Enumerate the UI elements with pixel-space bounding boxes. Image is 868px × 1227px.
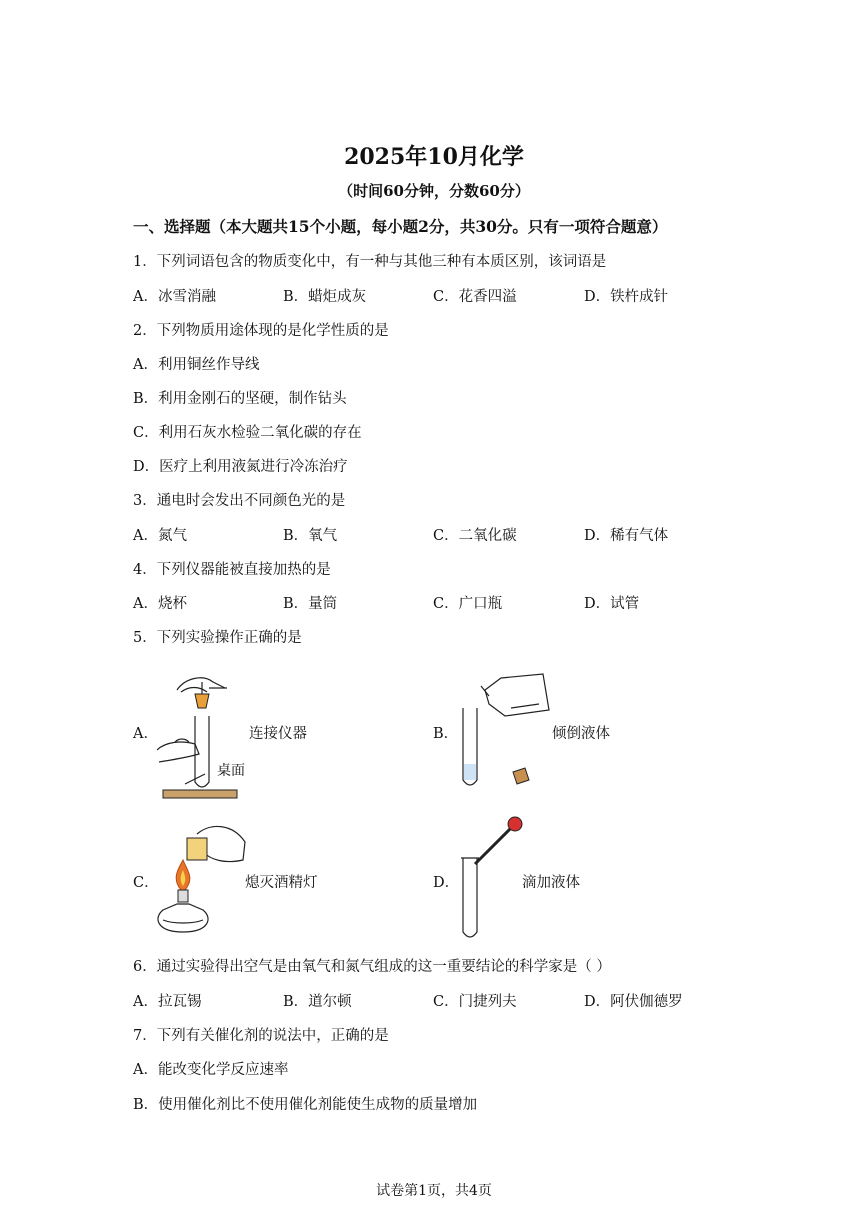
question-2-option-d: D．医疗上利用液氮进行冷冻治疗 (133, 459, 348, 475)
question-5-option-c-caption: 熄灭酒精灯 (245, 875, 318, 891)
question-3-option-a: A．氮气 (133, 528, 187, 544)
question-2-option-b: B．利用金刚石的坚硬，制作钻头 (133, 391, 347, 407)
question-3-option-c: C．二氧化碳 (433, 528, 517, 544)
question-3-option-d: D．稀有气体 (584, 528, 669, 544)
question-2-option-a: A．利用铜丝作导线 (133, 357, 260, 373)
question-4-option-c: C．广口瓶 (433, 596, 503, 612)
question-2-option-c: C．利用石灰水检验二氧化碳的存在 (133, 425, 362, 441)
question-7-option-b: B．使用催化剂比不使用催化剂能使生成物的质量增加 (133, 1097, 478, 1113)
question-1-option-a: A．冰雪消融 (133, 289, 216, 305)
question-2-stem: 2．下列物质用途体现的是化学性质的是 (133, 323, 389, 339)
question-1-option-b: B．蜡炬成灰 (283, 289, 367, 305)
question-5-option-c-letter: C． (133, 875, 159, 891)
question-5-option-b-letter: B． (433, 726, 459, 742)
figure-label-table: 桌面 (217, 763, 245, 779)
question-1-stem: 1．下列词语包含的物质变化中，有一种与其他三种有本质区别，该词语是 (133, 254, 607, 270)
question-5-option-a-letter: A． (133, 726, 158, 742)
question-5-option-a-caption: 连接仪器 (249, 726, 307, 742)
question-6-option-b: B．道尔顿 (283, 994, 352, 1010)
question-7-option-a: A．能改变化学反应速率 (133, 1062, 289, 1078)
question-5-option-d-caption: 滴加液体 (522, 875, 580, 891)
question-1-option-d: D．铁杵成针 (584, 289, 669, 305)
question-5-option-d-letter: D． (433, 875, 460, 891)
question-4-option-a: A．烧杯 (133, 596, 187, 612)
question-6-option-d: D．阿伏伽德罗 (584, 994, 683, 1010)
question-4-stem: 4．下列仪器能被直接加热的是 (133, 562, 331, 578)
pour-liquid-figure (455, 668, 555, 793)
extinguish-lamp-figure (153, 820, 249, 938)
question-7-stem: 7．下列有关催化剂的说法中，正确的是 (133, 1028, 389, 1044)
connect-apparatus-figure (155, 662, 245, 802)
question-4-option-b: B．量筒 (283, 596, 338, 612)
question-5-stem: 5．下列实验操作正确的是 (133, 630, 302, 646)
question-3-stem: 3．通电时会发出不同颜色光的是 (133, 493, 346, 509)
section-heading: 一、选择题（本大题共15个小题，每小题2分，共30分。只有一项符合题意） (133, 217, 668, 236)
question-6-stem: 6．通过实验得出空气是由氧气和氮气组成的这一重要结论的科学家是（ ） (133, 959, 611, 975)
page-footer: 试卷第1页，共4页 (376, 1183, 492, 1199)
question-6-option-a: A．拉瓦锡 (133, 994, 202, 1010)
question-6-option-c: C．门捷列夫 (433, 994, 517, 1010)
question-1-option-c: C．花香四溢 (433, 289, 517, 305)
page-title: 2025年10月化学 (344, 144, 524, 170)
question-4-option-d: D．试管 (584, 596, 640, 612)
question-5-option-b-caption: 倾倒液体 (552, 726, 610, 742)
question-3-option-b: B．氧气 (283, 528, 338, 544)
exam-info: （时间60分钟，分数60分） (338, 182, 530, 200)
